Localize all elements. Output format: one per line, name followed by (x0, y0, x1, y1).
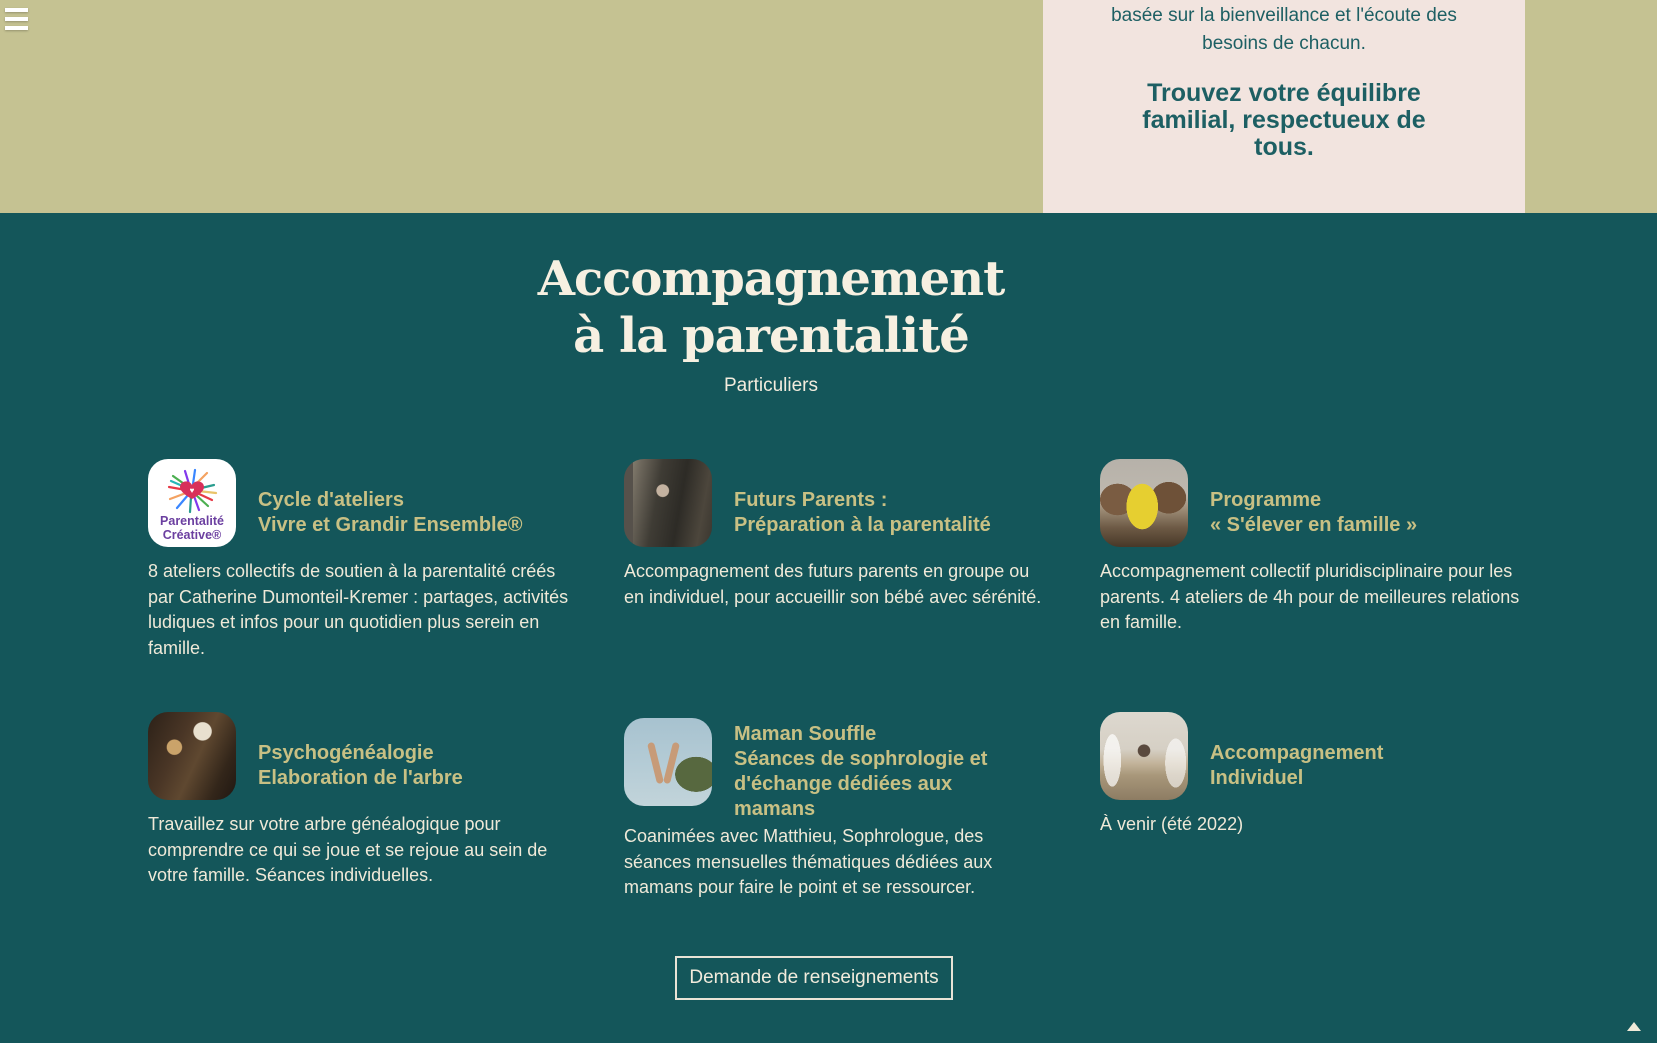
parentalite-creative-logo (148, 459, 236, 547)
section-subtitle: Particuliers (724, 375, 818, 396)
hamburger-icon (5, 8, 35, 30)
services-grid (148, 459, 1530, 901)
service-description: Accompagnement des futurs parents en groupe ou en individuel, pour accueillir son bébé avec sérénité. (624, 561, 1042, 607)
service-description: Accompagnement collectif pluridisciplinaire pour les parents. 4 ateliers de 4h pour de meilleures relations en famille. (1100, 561, 1520, 632)
page-title: Accompagnement à la parentalité (537, 251, 1005, 364)
service-title: Accompagnement Individuel (1210, 742, 1384, 789)
section-title-block (0, 251, 1542, 397)
photo-famille-plage (1100, 459, 1188, 547)
svg-text:♥: ♥ (189, 486, 195, 495)
service-description: 8 ateliers collectifs de soutien à la parentalité créés par Catherine Dumonteil-Kremer : partages, activités ludiques et infos pour un quotidien plus serein en famille. (148, 561, 569, 658)
starburst-heart-icon (156, 468, 228, 514)
service-card (1100, 712, 1530, 901)
photo-salon-famille (1100, 712, 1188, 800)
intro-heading: Trouvez votre équilibre familial, respectueux de tous. (1142, 79, 1426, 161)
service-title: Programme « S'élever en famille » (1210, 489, 1418, 536)
logo-text: Parentalité Créative® (160, 514, 224, 542)
service-description: Travaillez sur votre arbre généalogique pour comprendre ce qui se joue et se rejoue au sein de votre famille. Séances individuelles. (148, 814, 548, 885)
service-description: À venir (été 2022) (1100, 814, 1244, 834)
menu-button[interactable] (5, 7, 35, 35)
demande-renseignements-button[interactable]: Demande de renseignements (675, 956, 953, 1000)
service-title: Futurs Parents : Préparation à la parentalité (734, 489, 991, 536)
service-card (148, 459, 578, 661)
intro-paragraph: basée sur la bienveillance et l'écoute des besoins de chacun. (1111, 5, 1457, 54)
chevron-up-icon (1627, 1022, 1641, 1031)
service-card (624, 459, 1054, 661)
service-title: Cycle d'ateliers Vivre et Grandir Ensemble® (258, 489, 523, 536)
photo-mains-vers-ciel (624, 718, 712, 806)
photo-repas-famille (148, 712, 236, 800)
service-description: Coanimées avec Matthieu, Sophrologue, des séances mensuelles thématiques dédiées aux mamans pour faire le point et se ressourcer. (624, 826, 993, 897)
service-title: Psychogénéalogie Elaboration de l'arbre (258, 742, 463, 789)
service-card (1100, 459, 1530, 661)
intro-card (1043, 0, 1525, 213)
scroll-to-top-button[interactable] (1624, 1019, 1644, 1033)
hero-band (0, 0, 1657, 213)
service-title: Maman Souffle Séances de sophrologie et d'échange dédiées aux mamans (734, 723, 988, 820)
photo-futurs-parents (624, 459, 712, 547)
parentalite-section (0, 213, 1657, 1043)
service-card (148, 712, 578, 901)
service-card (624, 712, 1054, 901)
